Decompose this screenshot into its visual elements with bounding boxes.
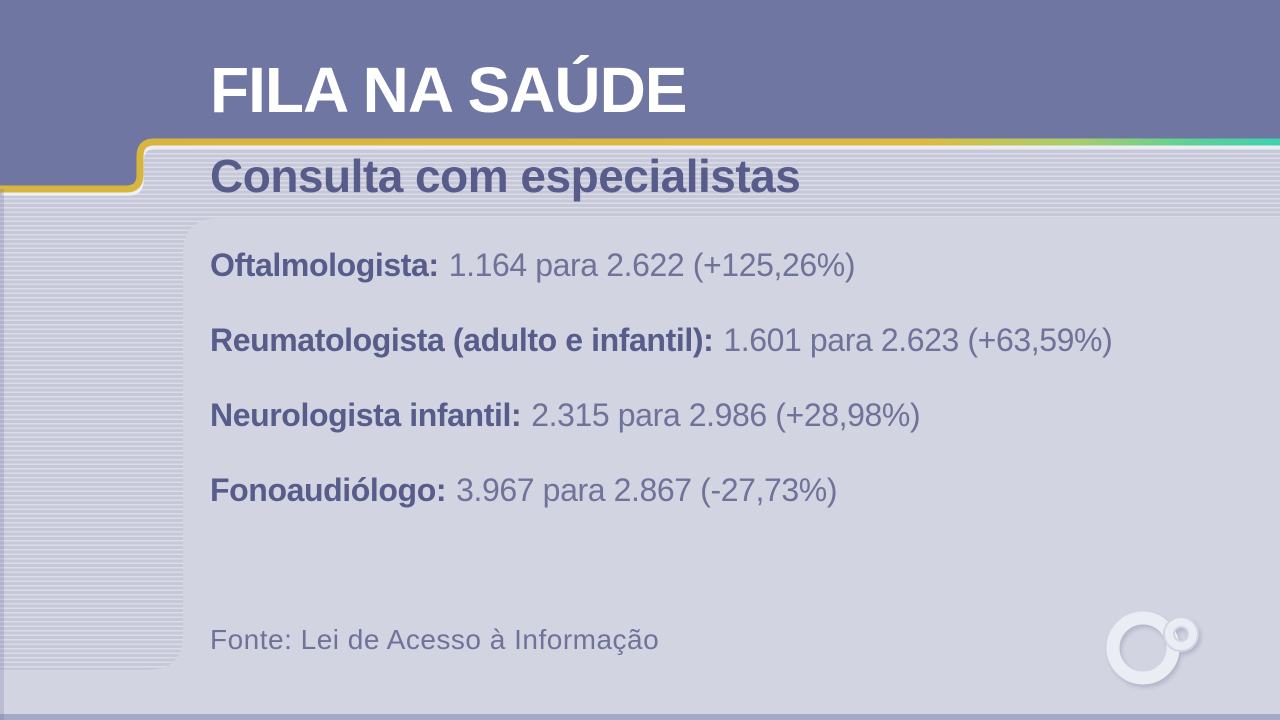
tv-tem-logo xyxy=(1090,595,1220,705)
stat-line-reumatologista xyxy=(210,324,1112,356)
stat-value: 1.164 para 2.622 (+125,26%) xyxy=(448,247,856,283)
stat-label: Fonoaudiólogo: xyxy=(210,472,447,508)
logo-ring-large-icon xyxy=(1113,618,1173,678)
source-note: Fonte: Lei de Acesso à Informação xyxy=(210,624,660,655)
stat-label: Neurologista infantil: xyxy=(210,397,522,433)
stat-line-oftalmologista xyxy=(210,249,855,281)
logo-ring-small-icon xyxy=(1169,622,1193,646)
stat-label: Reumatologista (adulto e infantil): xyxy=(210,322,714,358)
stat-line-neurologista xyxy=(210,399,920,431)
page-title: FILA NA SAÚDE xyxy=(210,54,687,126)
stat-value: 2.315 para 2.986 (+28,98%) xyxy=(531,397,921,433)
stat-value: 3.967 para 2.867 (-27,73%) xyxy=(456,472,838,508)
stat-value: 1.601 para 2.623 (+63,59%) xyxy=(723,322,1113,358)
stat-label: Oftalmologista: xyxy=(210,247,439,283)
left-edge-shading xyxy=(0,189,4,720)
stat-line-fonoaudiologo xyxy=(210,474,837,506)
bottom-edge-shading xyxy=(0,714,1280,720)
page-subtitle: Consulta com especialistas xyxy=(210,150,801,202)
